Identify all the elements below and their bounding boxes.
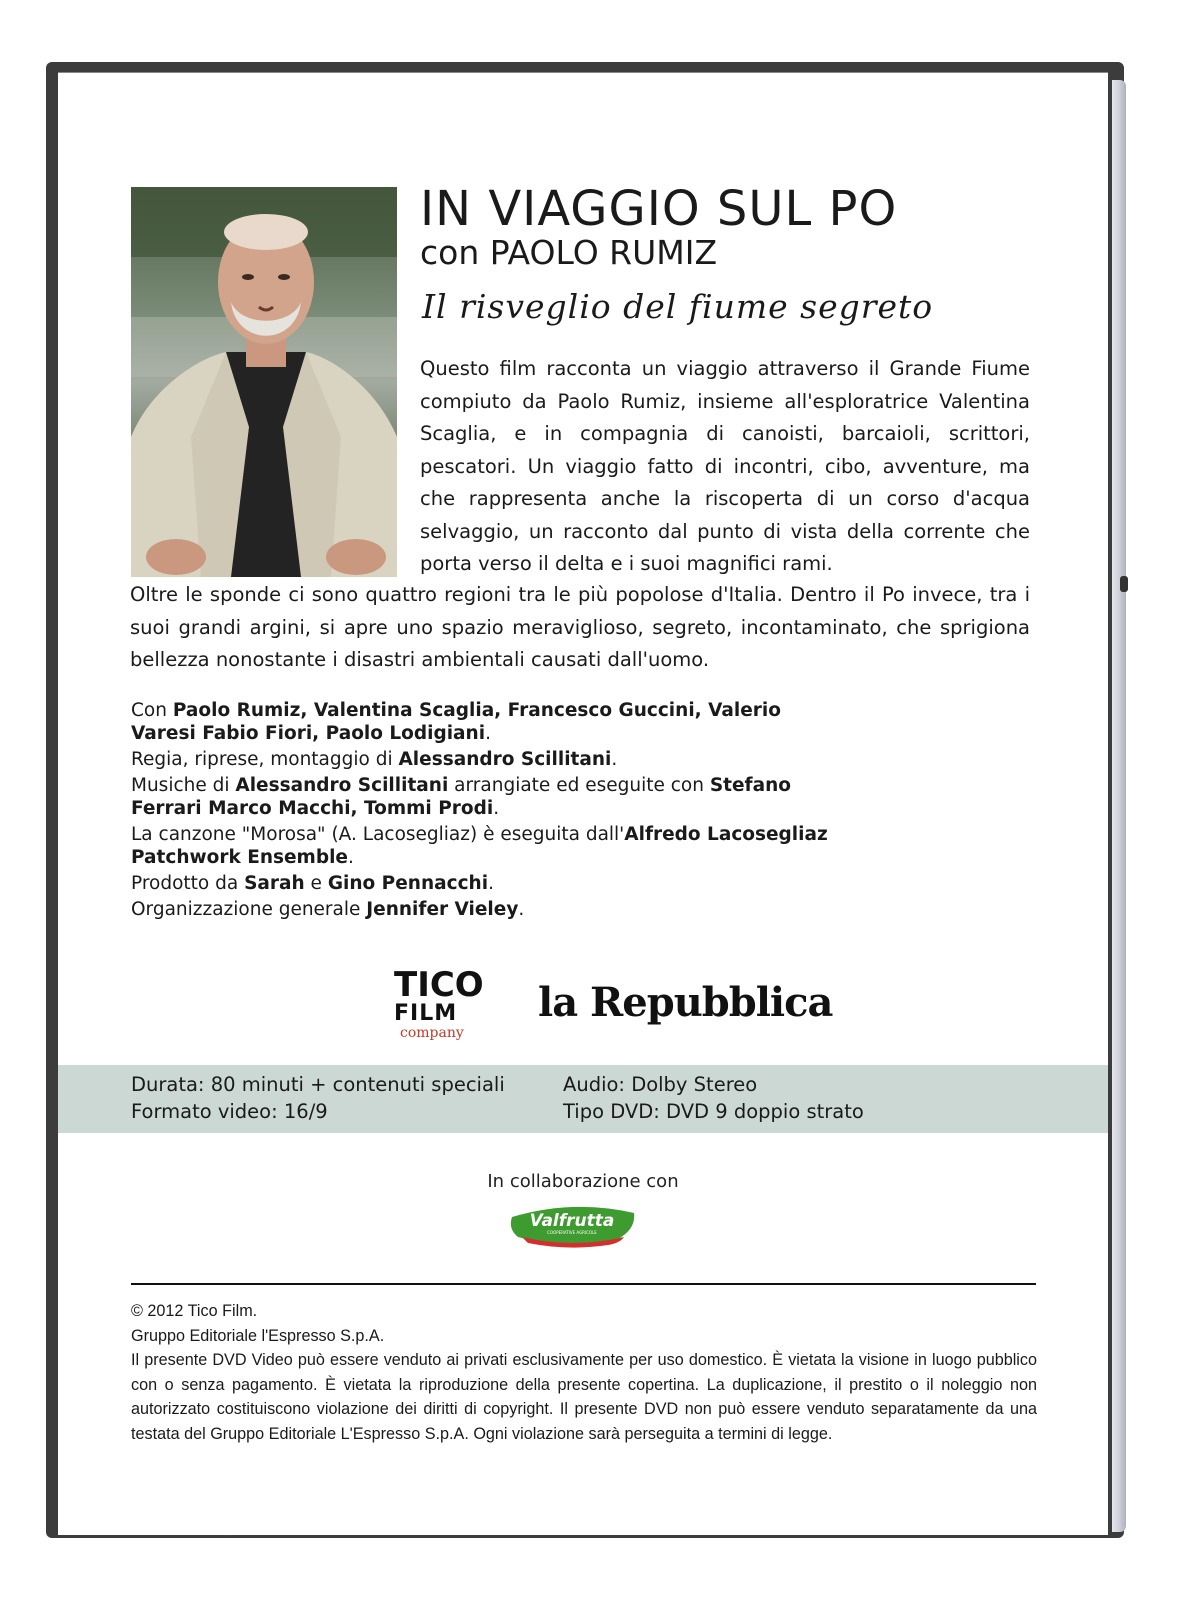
legal-publisher: Gruppo Editoriale l'Espresso S.p.A. <box>131 1326 385 1345</box>
valfrutta-subtext: COOPERATIVE AGRICOLE <box>547 1230 597 1235</box>
synopsis-paragraph-2: Oltre le sponde ci sono quattro regioni tra le più popolose d'Italia. Dentro il Po invece, tra i suoi grandi argini, si apre uno spazio meraviglioso, segreto, incontaminato, che sprigiona bellezza nonostante i disastri ambientali causati dall'uomo. <box>130 583 1030 671</box>
valfrutta-wordmark: Valfrutta <box>529 1211 615 1231</box>
credits-song: La canzone "Morosa" (A. Lacosegliaz) è eseguita dall'Alfredo Lacosegliaz Patchwork Ensemble. <box>131 824 828 868</box>
presenter-portrait-image <box>131 187 397 577</box>
divider-rule <box>131 1283 1036 1285</box>
spec-dvd-type: Tipo DVD: DVD 9 doppio strato <box>563 1100 864 1123</box>
legal-copyright: © 2012 Tico Film. <box>131 1302 258 1320</box>
spec-audio: Audio: Dolby Stereo <box>563 1073 758 1096</box>
credits-cast: Con Paolo Rumiz, Valentina Scaglia, Francesco Guccini, Valerio Varesi Fabio Fiori, Paolo Lodigiani. <box>131 700 781 744</box>
specs-band <box>58 1065 1108 1133</box>
credits-music: Musiche di Alessandro Scillitani arrangiate ed eseguite con Stefano Ferrari Marco Macchi, Tommi Prodi. <box>131 775 791 819</box>
back-cover <box>58 72 1108 1535</box>
film-subtitle: con PAOLO RUMIZ <box>420 233 718 272</box>
tico-film-logo <box>388 963 498 1053</box>
collaboration-label: In collaborazione con <box>487 1171 679 1192</box>
tico-logo-line-2: FILM <box>394 1001 458 1026</box>
legal-notice: Il presente DVD Video può essere venduto ai privati esclusivamente per uso domestico. È vietata la visione in luogo pubblico con o senza pagamento. È vietata la riproduzione della presente copertina. La duplicazione, il prestito o il noleggio non autorizzato costituiscono violazione dei diritti di copyright. Il presente DVD non può essere venduto separatamente da una testata del Gruppo Editoriale L'Espresso S.p.A. Ogni violazione sarà perseguita a termini di legge. <box>131 1351 1037 1443</box>
credits-organization: Organizzazione generale Jennifer Vieley. <box>131 899 525 920</box>
credits-producer: Prodotto da Sarah e Gino Pennacchi. <box>131 873 494 894</box>
tico-logo-line-1: TICO <box>394 965 484 1005</box>
film-title: IN VIAGGIO SUL PO <box>420 181 898 237</box>
legal-block <box>131 1299 1037 1446</box>
credits-direction: Regia, riprese, montaggio di Alessandro Scillitani. <box>131 749 618 770</box>
valfrutta-logo-graphic <box>508 1199 638 1249</box>
case-spine-edge <box>1112 80 1126 1532</box>
logos-row <box>388 963 833 1063</box>
film-tagline: Il risveglio del fiume segreto <box>422 287 934 326</box>
valfrutta-logo <box>508 1199 638 1249</box>
case-clip <box>1120 576 1128 592</box>
credits-block <box>131 699 851 924</box>
spec-duration: Durata: 80 minuti + contenuti speciali <box>131 1073 505 1096</box>
spec-video-format: Formato video: 16/9 <box>131 1100 328 1123</box>
la-repubblica-logo: la Repubblica <box>538 979 833 1026</box>
synopsis-paragraph-1: Questo film racconta un viaggio attraverso il Grande Fiume compiuto da Paolo Rumiz, insieme all'esploratrice Valentina Scaglia, e in compagnia di canoisti, barcaioli, scrittori, pescatori. Un viaggio fatto di incontri, cibo, avventure, ma che rappresenta anche la riscoperta di un corso d'acqua selvaggio, un racconto dal punto di vista della corrente che porta verso il delta e i suoi magnifici rami. <box>420 357 1030 575</box>
tico-logo-line-3: company <box>400 1025 464 1041</box>
presenter-photo <box>131 187 397 577</box>
